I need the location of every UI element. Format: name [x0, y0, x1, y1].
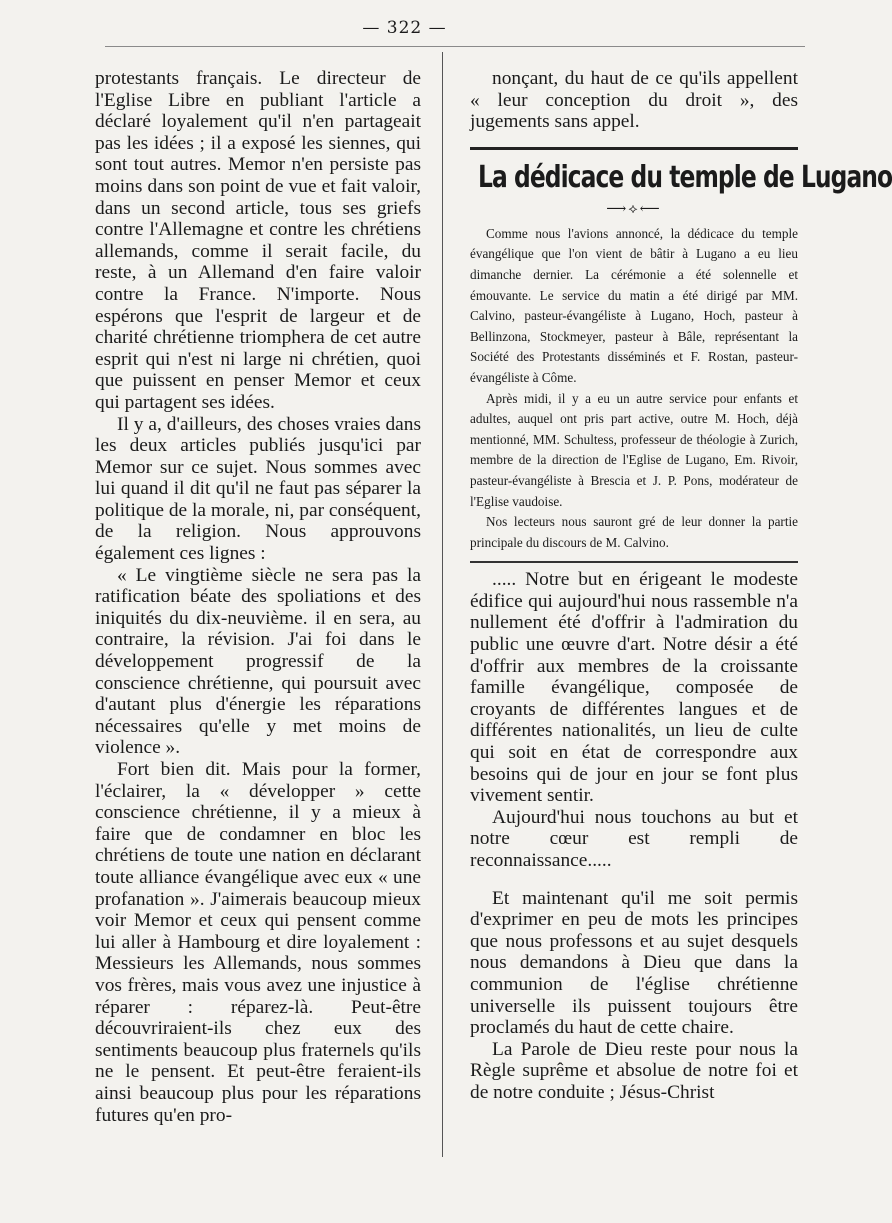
left-paragraph: Fort bien dit. Mais pour la former, l'éclairer, la « développer » cette conscience chrétienne, il y a mieux à faire que de condamner en bloc les chrétiens de toute une nation en déclarant toute alliance évangélique avec eux « une profanation ». J'aimerais beaucoup mieux voir Memor et ceux qui pensent comme lui aller à Hambourg et dire loyalement : Messieurs les Allemands, nous sommes vos frères, mais vous avez une injustice à réparer : réparez-là. Peut-être découvriraient-ils chez eux des sentiments beaucoup plus fraternels qu'ils ne le pensent. Et peut-être feraient-ils ainsi beaucoup plus pour les réparations futures qu'en pro-	[95, 759, 421, 1126]
speech-block	[470, 569, 798, 1103]
speech-paragraph: La Parole de Dieu reste pour nous la Règle suprême et absolue de notre foi et de notre conduite ; Jésus-Christ	[470, 1038, 798, 1103]
notice-paragraph: Comme nous l'avions annoncé, la dédicace du temple évangélique que l'on vient de bâtir à Lugano a eu lieu dimanche dernier. La cérémonie a été solennelle et émouvante. Le service du matin a été dirigé par MM. Calvino, pasteur-évangéliste à Lugano, Hoch, pasteur à Bellinzona, Stockmeyer, pasteur à Bâle, représentant la Société des Protestants disséminés et F. Rostan, pasteur-évangéliste à Côme.	[470, 225, 798, 385]
paragraph-gap	[470, 872, 798, 888]
ornament-icon: ⟶⟡⟵	[606, 201, 662, 217]
speech-paragraph: ..... Notre but en érigeant le modeste édifice qui aujourd'hui nous rassemble n'a nullement été d'offrir à l'admiration du public une œuvre d'art. Notre désir a été d'offrir aux membres de la croissante famille évangélique, composée de croyants de différentes langues et de différentes nationalités, un lieu de culte qui soit en état de correspondre aux besoins qui de jour en jour se font plus vivement sentir.	[470, 569, 798, 807]
section-rule	[470, 147, 798, 150]
left-paragraph: Il y a, d'ailleurs, des choses vraies dans les deux articles publiés jusqu'ici par Memor sur ce sujet. Nous sommes avec lui quand il dit qu'il ne faut pas séparer la politique de la morale, ni, par conséquent, de la religion. Nous approuvons également ces lignes :	[95, 413, 421, 565]
left-paragraph: protestants français. Le directeur de l'Eglise Libre en publiant l'article a déclaré loyalement qu'il n'en partageait pas les idées ; il a exposé les siennes, qui sont tout autres. Memor n'en persiste pas moins dans son point de vue et fait valoir, dans un second article, tous ses griefs contre l'Allemagne et contre les chrétiens allemands, comme il serait facile, du reste, à un Allemand d'en faire valoir contre la France. N'importe. Nous espérons que l'esprit de largeur et de charité chrétienne triomphera de cet autre esprit qui n'est ni large ni chrétien, quoi que puissent en penser Memor et ceux qui partagent ses idées.	[95, 68, 421, 413]
left-column	[95, 68, 421, 1126]
right-column	[470, 68, 892, 1104]
notice-block	[470, 224, 798, 554]
quote-paragraph: « Le vingtième siècle ne sera pas la ratification béate des spoliations et des iniquités du dix-neuvième. il en sera, au contraire, la révision. J'ai foi dans le développement progressif de la conscience chrétienne, qui poursuit avec d'autant plus d'énergie les réparations nécessaires qu'elle y met moins de violence ».	[95, 564, 421, 759]
continuation-paragraph: nonçant, du haut de ce qu'ils appellent « leur conception du droit », des jugements sans appel.	[470, 68, 798, 133]
speech-paragraph: Aujourd'hui nous touchons au but et notre cœur est rempli de reconnaissance.....	[470, 806, 798, 871]
article-title: La dédicace du temple de Lugano	[478, 159, 892, 195]
column-divider	[442, 52, 443, 1157]
page-number: — 322 —	[362, 18, 447, 38]
header-rule	[105, 46, 805, 47]
notice-paragraph: Après midi, il y a eu un autre service pour enfants et adultes, auquel ont pris part active, outre M. Hoch, déjà mentionné, MM. Schultess, professeur de théologie à Zurich, membre de la direction de l'Eglise de Lugano, Em. Rivoir, pasteur-évangéliste à Brescia et J. P. Pons, modérateur de l'Eglise vaudoise.	[470, 390, 798, 509]
notice-paragraph: Nos lecteurs nous sauront gré de leur donner la partie principale du discours de M. Calvino.	[470, 514, 798, 550]
speech-paragraph: Et maintenant qu'il me soit permis d'exprimer en peu de mots les principes que nous professons et au sujet desquels nous demandons à Dieu que dans la communion de l'église chrétienne universelle ils puissent toujours être proclamés du haut de cette chaire.	[470, 887, 798, 1039]
notice-rule	[470, 561, 798, 563]
